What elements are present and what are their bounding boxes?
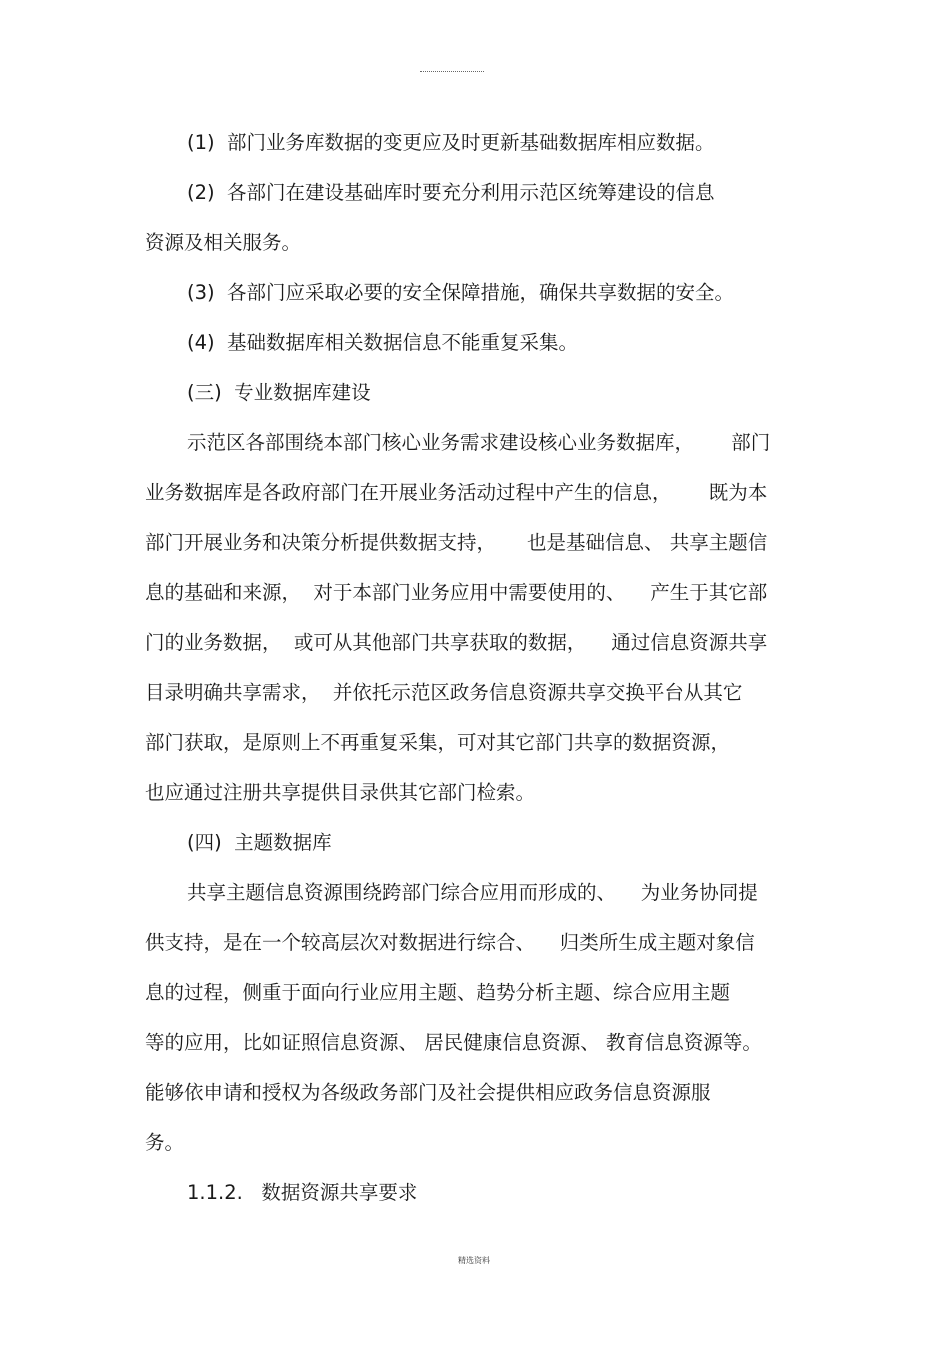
paragraph-line: (3) 各部门应采取必要的安全保障措施，确保共享数据的安全。 xyxy=(187,281,735,304)
section-heading: (三) 专业数据库建设 xyxy=(187,381,371,404)
section-heading: 1.1.2. 数据资源共享要求 xyxy=(187,1181,418,1204)
paragraph-line: 务。 xyxy=(145,1131,185,1154)
paragraph-line: (2) 各部门在建设基础库时要充分利用示范区统筹建设的信息 xyxy=(187,181,715,204)
paragraph-line: 目录明确共享需求， 并依托示范区政务信息资源共享交换平台从其它 xyxy=(145,681,743,704)
paragraph-line: 息的基础和来源， 对于本部门业务应用中需要使用的、 产生于其它部 xyxy=(145,581,768,604)
paragraph-line: 部门开展业务和决策分析提供数据支持， 也是基础信息、 共享主题信 xyxy=(145,531,768,554)
section-heading: (四) 主题数据库 xyxy=(187,831,332,854)
page-footer: 精选资料 xyxy=(458,1256,490,1265)
paragraph-line: 等的应用，比如证照信息资源、 居民健康信息资源、 教育信息资源等。 xyxy=(145,1031,762,1054)
paragraph-line: (4) 基础数据库相关数据信息不能重复采集。 xyxy=(187,331,579,354)
paragraph-line: 息的过程，侧重于面向行业应用主题、趋势分析主题、综合应用主题 xyxy=(145,981,731,1004)
paragraph-line: 供支持，是在一个较高层次对数据进行综合、 归类所生成主题对象信 xyxy=(145,931,755,954)
paragraph-line: (1) 部门业务库数据的变更应及时更新基础数据库相应数据。 xyxy=(187,131,715,154)
paragraph-line: 示范区各部围绕本部门核心业务需求建设核心业务数据库， 部门 xyxy=(187,431,771,454)
paragraph-line: 部门获取，是原则上不再重复采集，可对其它部门共享的数据资源， xyxy=(145,731,731,754)
paragraph-line: 门的业务数据， 或可从其他部门共享获取的数据， 通过信息资源共享 xyxy=(145,631,768,654)
paragraph-line: 也应通过注册共享提供目录供其它部门检索。 xyxy=(145,781,536,804)
paragraph-line: 资源及相关服务。 xyxy=(145,231,302,254)
paragraph-line: 能够依申请和授权为各级政务部门及社会提供相应政务信息资源服 xyxy=(145,1081,711,1104)
paragraph-line: 共享主题信息资源围绕跨部门综合应用而形成的、 为业务协同提 xyxy=(187,881,758,904)
paragraph-line: 业务数据库是各政府部门在开展业务活动过程中产生的信息， 既为本 xyxy=(145,481,768,504)
header-rule xyxy=(420,71,484,72)
